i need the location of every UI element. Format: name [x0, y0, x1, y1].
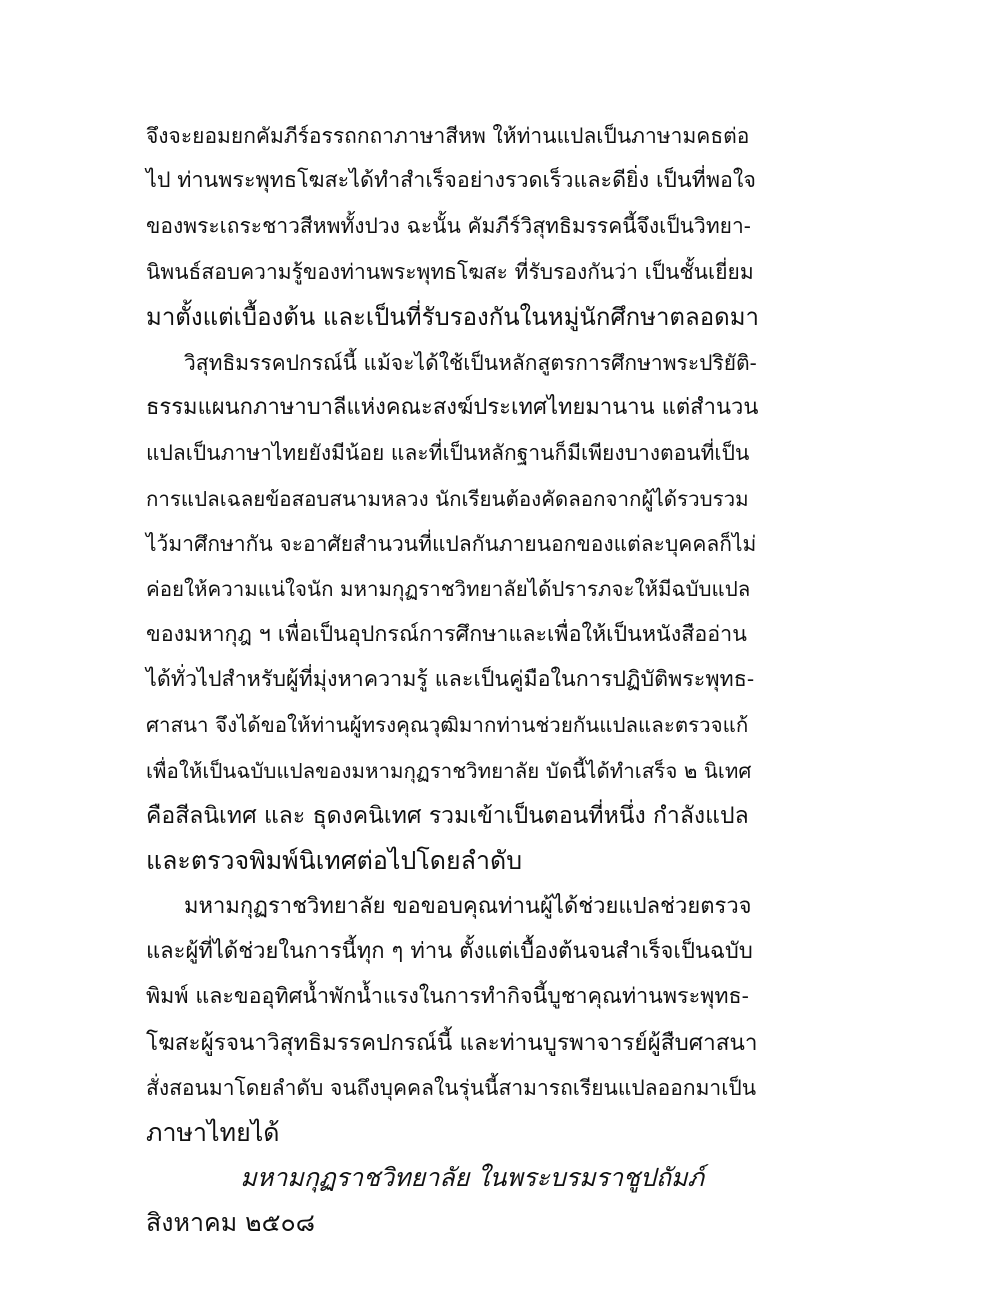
body-line: และผู้ที่ได้ช่วยในการนี้ทุก ๆ ท่าน ตั้งแต่เบื้องต้นจนสำเร็จเป็นฉบับ [146, 939, 753, 964]
body-line: แปลเป็นภาษาไทยยังมีน้อย และที่เป็นหลักฐานก็มีเพียงบางตอนที่เป็น [146, 441, 750, 465]
body-line: โฆสะผู้รจนาวิสุทธิมรรคปกรณ์นี้ และท่านบูรพาจารย์ผู้สืบศาสนา [146, 1030, 758, 1056]
body-line: ภาษาไทยได้ [146, 1118, 280, 1147]
body-line: และตรวจพิมพ์นิเทศต่อไปโดยลำดับ [146, 846, 523, 875]
body-line: สั่งสอนมาโดยลำดับ จนถึงบุคคลในรุ่นนี้สามารถเรียนแปลออกมาเป็น [146, 1076, 757, 1100]
body-line: ไว้มาศึกษากัน จะอาศัยสำนวนที่แปลกันภายนอกของแต่ละบุคคลก็ไม่ [146, 532, 757, 556]
paragraph-start-line: วิสุทธิมรรคปกรณ์นี้ แม้จะได้ใช้เป็นหลักสูตรการศึกษาพระปริยัติ- [184, 351, 757, 375]
body-line: ศาสนา จึงได้ขอให้ท่านผู้ทรงคุณวุฒิมากท่านช่วยกันแปลและตรวจแก้ [146, 713, 749, 737]
body-line: คือสีลนิเทศ และ ธุดงคนิเทศ รวมเข้าเป็นตอนที่หนึ่ง กำลังแปล [146, 803, 749, 829]
date-line: สิงหาคม ๒๕๐๘ [146, 1208, 316, 1237]
body-line: ของพระเถระชาวสีหพทั้งปวง ฉะนั้น คัมภีร์วิสุทธิมรรคนี้จึงเป็นวิทยา- [146, 214, 751, 238]
body-line: นิพนธ์สอบความรู้ของท่านพระพุทธโฆสะ ที่รับรองกันว่า เป็นชั้นเยี่ยม [146, 260, 754, 284]
body-line: พิมพ์ และขออุทิศน้ำพักน้ำแรงในการทำกิจนี้บูชาคุณท่านพระพุทธ- [146, 984, 749, 1009]
body-line: ค่อยให้ความแน่ใจนัก มหามกุฏราชวิทยาลัยได้ปรารภจะให้มีฉบับแปล [146, 577, 751, 601]
body-line: เพื่อให้เป็นฉบับแปลของมหามกุฏราชวิทยาลัย บัดนี้ได้ทำเสร็จ ๒ นิเทศ [146, 759, 752, 783]
paragraph-start-line: มหามกุฏราชวิทยาลัย ขอขอบคุณท่านผู้ได้ช่วยแปลช่วยตรวจ [184, 894, 752, 919]
body-line: ของมหากุฎ ฯ เพื่อเป็นอุปกรณ์การศึกษาและเพื่อให้เป็นหนังสืออ่าน [146, 622, 747, 647]
body-line: มาตั้งแต่เบื้องต้น และเป็นที่รับรองกันในหมู่นักศึกษาตลอดมา [146, 303, 760, 331]
body-line: ได้ทั่วไปสำหรับผู้ที่มุ่งหาความรู้ และเป็นคู่มือในการปฏิบัติพระพุทธ- [146, 667, 755, 692]
body-line: ไป ท่านพระพุทธโฆสะได้ทำสำเร็จอย่างรวดเร็วและดียิ่ง เป็นที่พอใจ [146, 168, 757, 193]
body-line: ธรรมแผนกภาษาบาลีแห่งคณะสงฆ์ประเทศไทยมานาน แต่สำนวน [146, 395, 759, 420]
body-line: การแปลเฉลยข้อสอบสนามหลวง นักเรียนต้องคัดลอกจากผู้ได้รวบรวม [146, 487, 749, 511]
signature: มหามกุฏราชวิทยาลัย ในพระบรมราชูปถัมภ์ [240, 1163, 704, 1192]
body-line: จึงจะยอมยกคัมภีร์อรรถกถาภาษาสีหพ ให้ท่านแปลเป็นภาษามคธต่อ [146, 124, 750, 148]
